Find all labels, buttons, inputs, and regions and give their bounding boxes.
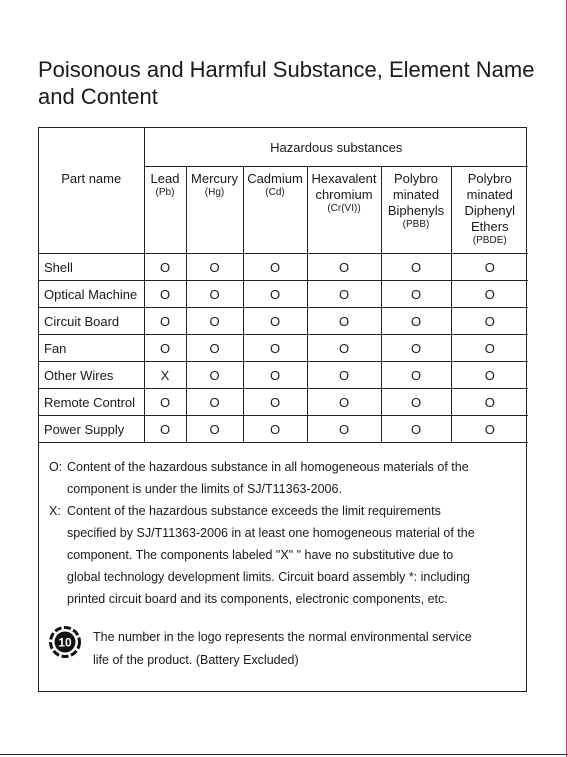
hazardous-substance-table (39, 128, 528, 443)
part-name-cell: Shell (39, 254, 144, 281)
page-title (38, 56, 558, 110)
substance-mark-cell: O (451, 389, 528, 416)
notes-section (49, 456, 519, 610)
substance-mark-cell: O (307, 362, 381, 389)
substance-header (186, 167, 243, 254)
substance-mark-cell: O (381, 335, 451, 362)
substance-mark-cell: O (451, 254, 528, 281)
table-row (39, 335, 528, 362)
part-name-cell: Circuit Board (39, 308, 144, 335)
part-name-cell: Other Wires (39, 362, 144, 389)
substance-mark-cell: O (451, 308, 528, 335)
substance-symbol: (Pb) (155, 187, 175, 198)
substance-mark-cell: O (307, 254, 381, 281)
substance-name-line: Hexavalent (311, 171, 377, 186)
substance-mark-cell: O (186, 335, 243, 362)
substance-mark-cell: O (144, 281, 186, 308)
substance-mark-cell: O (144, 416, 186, 443)
substance-mark-cell: O (381, 281, 451, 308)
substance-mark-cell: O (451, 281, 528, 308)
note-x-line: global technology development limits. Circuit board assembly *: including (67, 570, 470, 584)
substance-mark-cell: O (381, 416, 451, 443)
substance-mark-cell: O (451, 335, 528, 362)
table-header-row (39, 128, 528, 167)
substance-name-line: Ethers (470, 219, 509, 234)
substance-mark-cell: O (186, 416, 243, 443)
table-row (39, 254, 528, 281)
substance-name-line: Biphenyls (387, 203, 445, 218)
substance-name-line: minated (466, 187, 513, 202)
substance-name-line: Polybro (467, 171, 512, 186)
substance-mark-cell: O (307, 281, 381, 308)
substance-header (243, 167, 307, 254)
note-x-line: Content of the hazardous substance exceeds the limit requirements (67, 504, 441, 518)
substance-mark-cell: O (186, 389, 243, 416)
eco-note-line: The number in the logo represents the normal environmental service (93, 630, 472, 644)
substance-mark-cell: O (186, 308, 243, 335)
substance-symbol: (PBDE) (472, 235, 507, 246)
eco-note-text (93, 626, 472, 672)
substance-header (307, 167, 381, 254)
table-row (39, 362, 528, 389)
table-row (39, 389, 528, 416)
substance-mark-cell: O (307, 389, 381, 416)
substance-name-line: Lead (150, 171, 180, 186)
substance-header (381, 167, 451, 254)
substance-mark-cell: O (243, 335, 307, 362)
eco-note-line: life of the product. (Battery Excluded) (93, 653, 299, 667)
eco-note (49, 626, 519, 672)
part-name-cell: Power Supply (39, 416, 144, 443)
substance-mark-cell: O (381, 362, 451, 389)
substance-mark-cell: O (307, 416, 381, 443)
substance-mark-cell: O (186, 362, 243, 389)
substance-name-line: Mercury (191, 171, 238, 186)
eco-logo-number: 10 (58, 635, 72, 650)
table-row (39, 308, 528, 335)
note-x (49, 500, 519, 610)
hazardous-substances-header: Hazardous substances (144, 128, 528, 167)
note-x-line: component. The components labeled "X" " have no substitutive due to (67, 548, 454, 562)
note-x-key: X: (49, 504, 61, 518)
substance-name-line: Cadmium (247, 171, 303, 186)
substance-mark-cell: O (144, 335, 186, 362)
substance-symbol: (Cr(VI)) (327, 203, 361, 214)
note-o-text (67, 456, 519, 500)
note-o (49, 456, 519, 500)
note-o-line: component is under the limits of SJ/T11363-2006. (67, 482, 342, 496)
part-name-cell: Remote Control (39, 389, 144, 416)
substance-symbol: (PBB) (402, 219, 430, 230)
substance-mark-cell: O (243, 308, 307, 335)
substance-mark-cell: O (381, 308, 451, 335)
part-name-cell: Optical Machine (39, 281, 144, 308)
substance-mark-cell: O (243, 281, 307, 308)
substance-symbol: (Cd) (265, 187, 285, 198)
page-edge-bottom (0, 754, 568, 755)
substance-mark-cell: O (243, 416, 307, 443)
table-row (39, 281, 528, 308)
substance-mark-cell: O (451, 416, 528, 443)
substance-mark-cell: O (307, 308, 381, 335)
page-edge-right (566, 0, 567, 757)
substance-mark-cell: X (144, 362, 186, 389)
substance-mark-cell: O (381, 389, 451, 416)
substance-header (144, 167, 186, 254)
note-x-line: specified by SJ/T11363-2006 in at least one homogeneous material of the (67, 526, 475, 540)
substance-name-line: Polybro (393, 171, 439, 186)
substance-mark-cell: O (144, 389, 186, 416)
note-o-line: Content of the hazardous substance in all homogeneous materials of the (67, 460, 469, 474)
substance-mark-cell: O (186, 254, 243, 281)
part-name-cell: Fan (39, 335, 144, 362)
page-title-line-2: and Content (38, 84, 158, 109)
table-row (39, 416, 528, 443)
substance-symbol: (Hg) (204, 187, 225, 198)
substance-frame (38, 127, 527, 692)
part-name-header: Part name (39, 128, 144, 254)
substance-mark-cell: O (186, 281, 243, 308)
substance-name-line: Diphenyl (464, 203, 516, 218)
substance-mark-cell: O (144, 308, 186, 335)
substance-mark-cell: O (243, 362, 307, 389)
note-x-line: printed circuit board and its components, electronic components, etc. (67, 592, 448, 606)
substance-mark-cell: O (243, 389, 307, 416)
substance-mark-cell: O (307, 335, 381, 362)
substance-header (451, 167, 528, 254)
substance-mark-cell: O (451, 362, 528, 389)
environment-protection-use-period-icon (49, 626, 81, 658)
substance-name-line: chromium (315, 187, 373, 202)
substance-mark-cell: O (243, 254, 307, 281)
page-title-line-1: Poisonous and Harmful Substance, Element Name (38, 57, 535, 82)
substance-name-line: minated (392, 187, 440, 202)
substance-mark-cell: O (144, 254, 186, 281)
note-x-text (67, 500, 519, 610)
note-o-key: O: (49, 460, 63, 474)
substance-mark-cell: O (381, 254, 451, 281)
